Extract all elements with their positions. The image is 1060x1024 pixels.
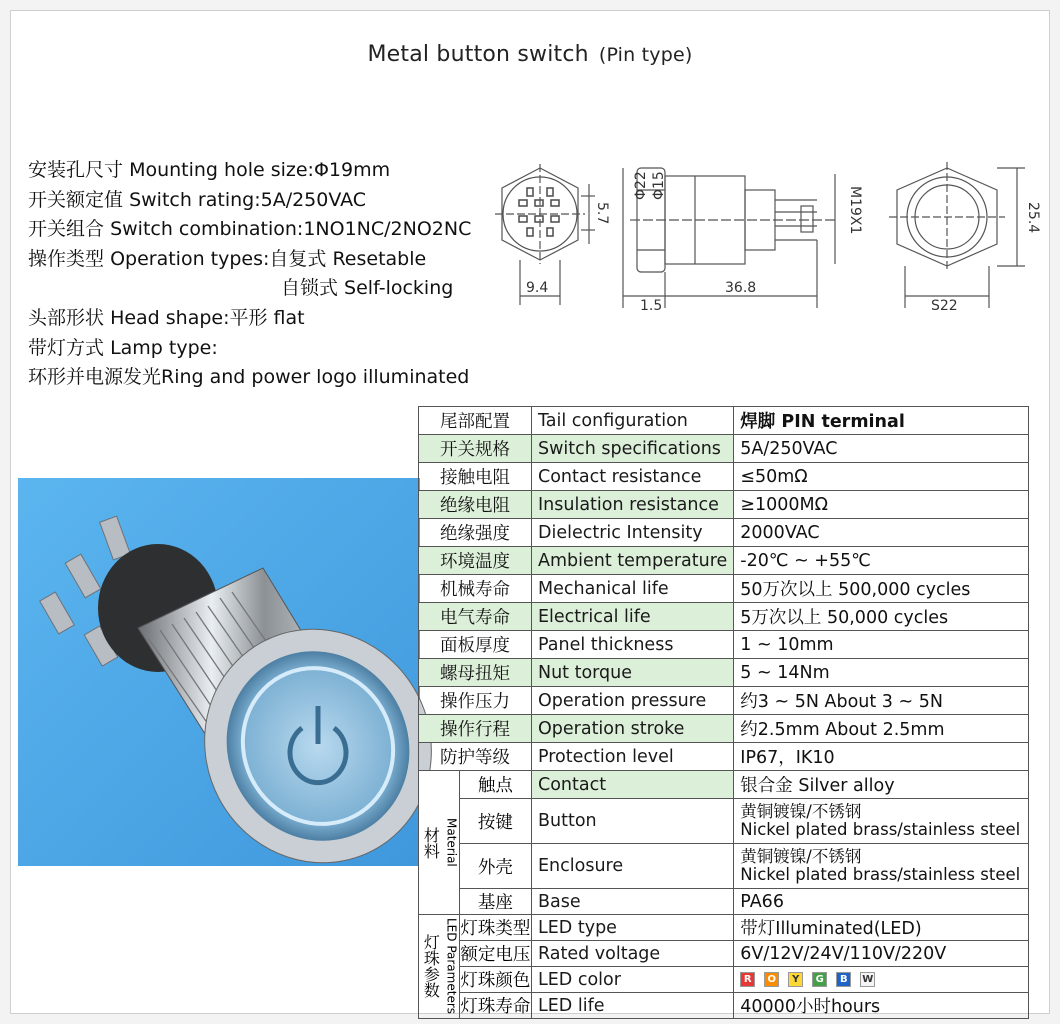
spec-text: Switch rating:5A/250VAC: [129, 188, 367, 211]
row-cn: 额定电压: [459, 941, 531, 967]
spec-mounting-hole: [28, 156, 471, 186]
row-value: ≤50mΩ: [734, 463, 1029, 491]
material-group-label: [419, 771, 460, 915]
dim-body-length: 36.8: [725, 280, 757, 296]
row-value: 5 ~ 14Nm: [734, 659, 1029, 687]
led-group-en: LED Parameters: [444, 918, 459, 1015]
dim-dia-15: Φ15: [651, 171, 667, 200]
table-row: [419, 687, 1029, 715]
row-en: LED type: [532, 915, 734, 941]
row-value: 1 ~ 10mm: [734, 631, 1029, 659]
spec-cn: 头部形状: [28, 306, 105, 329]
row-en: Electrical life: [532, 603, 734, 631]
row-value: 6V/12V/24V/110V/220V: [734, 941, 1029, 967]
row-value: 40000小时hours: [734, 993, 1029, 1019]
switch-photo-illustration: [18, 478, 420, 866]
table-row: [419, 547, 1029, 575]
material-group-en: Material: [444, 818, 459, 867]
row-cn: 尾部配置: [419, 407, 532, 435]
row-value: 带灯Illuminated(LED): [734, 915, 1029, 941]
dim-height-57: 5.7: [594, 202, 610, 225]
led-color-swatches: [734, 967, 1029, 993]
spec-text: Mounting hole size:Φ19mm: [129, 159, 391, 181]
row-cn: 绝缘电阻: [419, 491, 532, 519]
row-cn: 基座: [459, 889, 531, 915]
row-cn: 防护等级: [419, 743, 532, 771]
row-en: Ambient temperature: [532, 547, 734, 575]
table-row: [419, 631, 1029, 659]
material-row: [419, 799, 1029, 844]
table-row: [419, 435, 1029, 463]
dim-thread: M19X1: [847, 186, 863, 235]
row-en: Operation pressure: [532, 687, 734, 715]
led-color-swatch: G: [812, 972, 827, 987]
row-cn: 操作压力: [419, 687, 532, 715]
dim-hex: S22: [931, 298, 958, 314]
spec-operation-types: [28, 245, 471, 275]
title-text: Metal button switch: [367, 42, 589, 67]
row-cn: 操作行程: [419, 715, 532, 743]
table-row: [419, 463, 1029, 491]
spec-lamp-type-detail: [28, 363, 471, 393]
row-value: 5万次以上 50,000 cycles: [734, 603, 1029, 631]
row-value: 银合金 Silver alloy: [734, 771, 1029, 799]
row-cn: 灯珠类型: [459, 915, 531, 941]
spec-switch-combination: [28, 215, 471, 245]
led-row: [419, 915, 1029, 941]
table-row: [419, 603, 1029, 631]
value-en: Nickel plated brass/stainless steel: [740, 820, 1021, 839]
row-value: ≥1000MΩ: [734, 491, 1029, 519]
technical-drawing: [485, 160, 1041, 314]
led-color-swatch: W: [862, 974, 874, 985]
row-en: Operation stroke: [532, 715, 734, 743]
spec-cn: 开关额定值: [28, 188, 124, 211]
table-row: [419, 743, 1029, 771]
row-en: Contact resistance: [532, 463, 734, 491]
value-cn: 黄铜镀镍/不锈钢: [740, 802, 862, 821]
spec-list: [28, 156, 471, 393]
spec-text: 环形并电源发光Ring and power logo illuminated: [28, 366, 470, 389]
spec-text: Head shape:平形 flat: [110, 306, 305, 329]
material-row: [419, 844, 1029, 889]
row-en: Nut torque: [532, 659, 734, 687]
row-value: 5A/250VAC: [734, 435, 1029, 463]
material-row: [419, 771, 1029, 799]
spec-cn: 带灯方式: [28, 336, 105, 359]
spec-text: 自锁式 Self-locking: [281, 277, 454, 300]
value-cn: 黄铜镀镍/不锈钢: [740, 847, 862, 866]
row-en: Base: [532, 889, 734, 915]
row-value: IP67，IK10: [734, 743, 1029, 771]
table-row: [419, 407, 1029, 435]
row-cn: 灯珠颜色: [459, 967, 531, 993]
row-cn: 螺母扭矩: [419, 659, 532, 687]
table-row: [419, 575, 1029, 603]
table-row: [419, 715, 1029, 743]
material-row: [419, 889, 1029, 915]
row-value: PA66: [734, 889, 1029, 915]
row-cn: 电气寿命: [419, 603, 532, 631]
row-cn: 环境温度: [419, 547, 532, 575]
row-en: LED life: [532, 993, 734, 1019]
spec-cn: 安装孔尺寸: [28, 159, 124, 181]
led-color-swatch: R: [740, 972, 755, 987]
led-color-swatch: B: [836, 972, 851, 987]
row-en: Contact: [532, 771, 734, 799]
spec-cn: 开关组合: [28, 218, 105, 241]
led-group-label: [419, 915, 460, 1019]
row-en: Switch specifications: [532, 435, 734, 463]
row-cn: 机械寿命: [419, 575, 532, 603]
spec-lamp-type: [28, 334, 471, 364]
spec-text: Switch combination:1NO1NC/2NO2NC: [110, 218, 472, 241]
spec-cn: 操作类型: [28, 247, 105, 270]
row-en: Dielectric Intensity: [532, 519, 734, 547]
row-value: [734, 844, 1029, 889]
dim-head-thickness: 1.5: [640, 298, 663, 314]
row-cn: 按键: [459, 799, 531, 844]
row-en: Insulation resistance: [532, 491, 734, 519]
table-row: [419, 659, 1029, 687]
spec-self-locking: [28, 274, 471, 304]
spec-head-shape: [28, 304, 471, 334]
dim-front-width: 9.4: [526, 280, 549, 296]
led-color-swatch: Y: [788, 972, 803, 987]
led-row: [419, 941, 1029, 967]
row-cn: 开关规格: [419, 435, 532, 463]
row-value: 约3 ~ 5N About 3 ~ 5N: [734, 687, 1029, 715]
row-en: LED color: [532, 967, 734, 993]
row-en: Tail configuration: [532, 407, 734, 435]
spec-text: Operation types:自复式 Resetable: [110, 247, 427, 270]
row-en: Mechanical life: [532, 575, 734, 603]
row-value: 50万次以上 500,000 cycles: [734, 575, 1029, 603]
row-en: Protection level: [532, 743, 734, 771]
spec-table: [418, 406, 1029, 1019]
row-en: Enclosure: [532, 844, 734, 889]
dim-height-254: 25.4: [1025, 202, 1041, 234]
row-value: 2000VAC: [734, 519, 1029, 547]
spec-text: Lamp type:: [110, 336, 218, 359]
row-value: [734, 799, 1029, 844]
title-subtitle: (Pin type): [598, 44, 693, 66]
row-en: Button: [532, 799, 734, 844]
row-en: Panel thickness: [532, 631, 734, 659]
product-photo: [18, 478, 420, 866]
row-cn: 面板厚度: [419, 631, 532, 659]
led-color-swatch: O: [764, 972, 779, 987]
row-cn: 灯珠寿命: [459, 993, 531, 1019]
row-value: 约2.5mm About 2.5mm: [734, 715, 1029, 743]
table-row: [419, 519, 1029, 547]
row-cn: 外壳: [459, 844, 531, 889]
row-cn: 绝缘强度: [419, 519, 532, 547]
led-row: [419, 993, 1029, 1019]
row-cn: 接触电阻: [419, 463, 532, 491]
material-group-cn: 材料: [421, 826, 441, 859]
led-row: [419, 967, 1029, 993]
value-en: Nickel plated brass/stainless steel: [740, 865, 1021, 884]
row-cn: 触点: [459, 771, 531, 799]
row-value: -20℃ ~ +55℃: [734, 547, 1029, 575]
led-group-cn: 灯珠参数: [421, 934, 441, 999]
spec-switch-rating: [28, 186, 471, 216]
row-value: 焊脚 PIN terminal: [734, 407, 1029, 435]
table-row: [419, 491, 1029, 519]
dim-dia-22: Φ22: [633, 171, 649, 200]
page-title: [0, 42, 1060, 67]
row-en: Rated voltage: [532, 941, 734, 967]
